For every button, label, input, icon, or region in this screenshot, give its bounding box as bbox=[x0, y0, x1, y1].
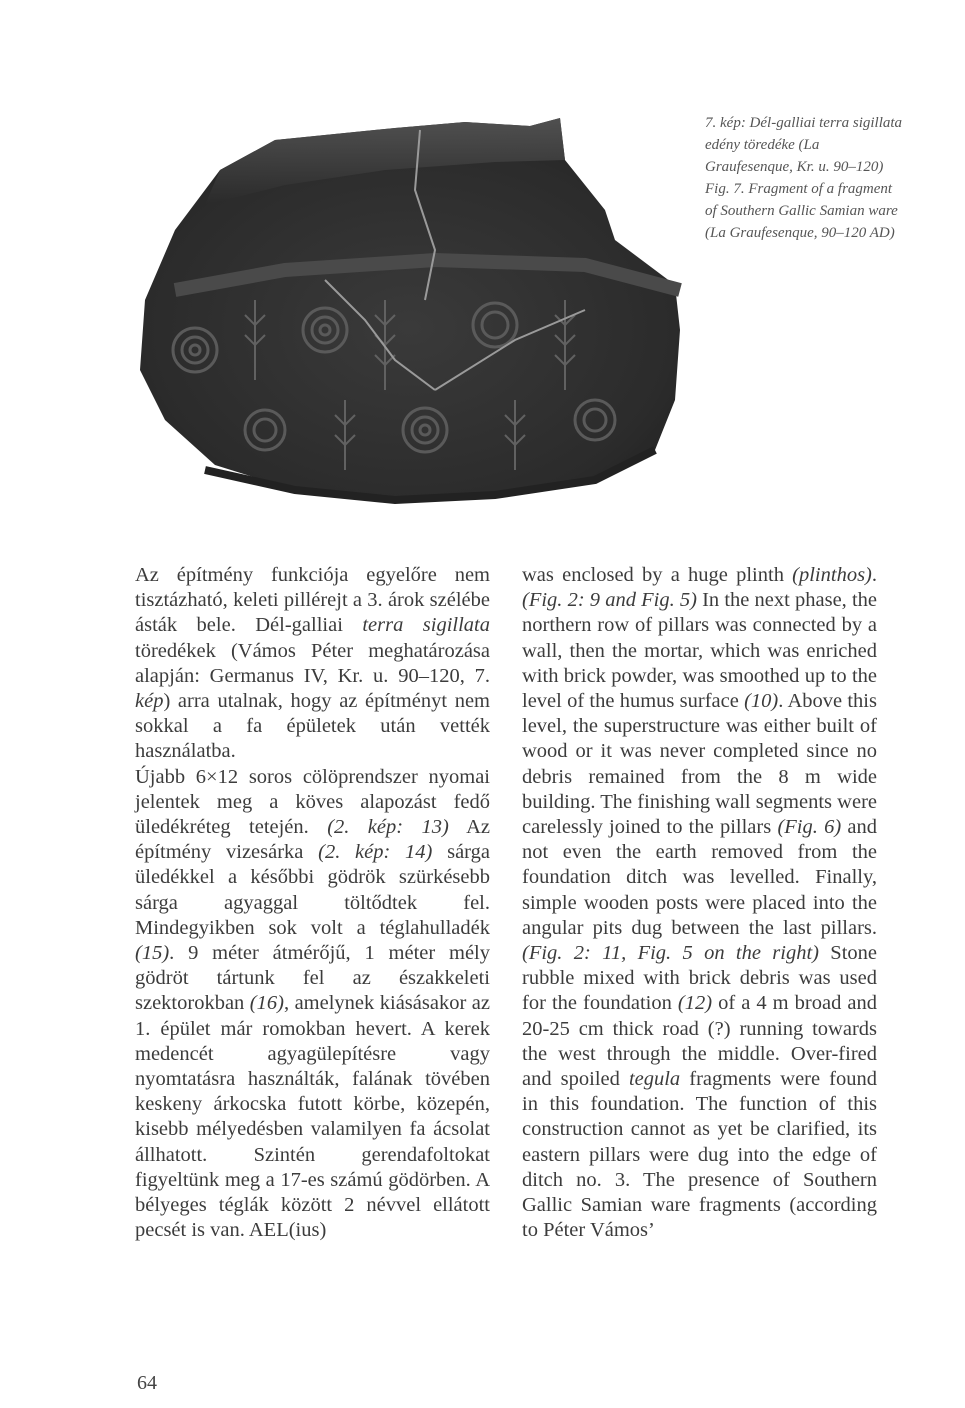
right-column bbox=[522, 563, 877, 1243]
page-number: 64 bbox=[137, 1372, 157, 1394]
terra-sigillata-fragment-photo bbox=[135, 100, 710, 520]
paragraph-english: was enclosed by a huge plinth (plinthos). (Fig. 2: 9 and Fig. 5) In the next phase, the northern row of pillars was connected by a wall, then the mortar, which was enriched with brick powder, was smoothed up to the level of the humus surface (10). Above this level, the superstructure was either built of wood or it was never completed since no debris remained from the 8 m wide building. The finishing wall segments were carelessly joined to the pillars (Fig. 6) and not even the earth removed from the foundation ditch was levelled. Finally, simple wooden posts were placed into the angular pits dug between the last pillars. (Fig. 2: 11, Fig. 5 on the right) Stone rubble mixed with brick debris was used for the foundation (12) of a 4 m broad and 20-25 cm thick road (?) running towards the west through the middle. Over-fired and spoiled tegula fragments were found in this foundation. The function of this construction cannot as yet be clarified, its eastern pillars were dug into the edge of ditch no. 3. The presence of Southern Gallic Samian ware fragments (according to Péter Vámos’ bbox=[522, 564, 877, 1242]
left-column bbox=[135, 563, 490, 1243]
paragraph-2: Újabb 6×12 soros cölöprendszer nyomai jelentek meg a köves alapozást fedő üledékréteg tetején. (2. kép: 13) Az építmény vizesárka (2. kép: 14) sárga üledékkel a későbbi gödrök szürkésebb sárga agyaggal töltődtek fel. Mindegyikben sok volt a téglahulladék (15). 9 méter átmérőjű, 1 méter mély gödröt tártunk fel az északkeleti szektorokban (16), amelynek kiásásakor az 1. épület már romokban hevert. A kerek medencét agyagülepítésre vagy nyomtatásra használták, falának tövében keskeny árkocska futott körbe, közepén, kisebb mélyedésben valamilyen fa ácsolat állhatott. Szintén gerendafoltokat figyeltünk meg a 17-es számú gödörben. A bélyeges téglák között 2 névvel ellátott pecsét is van. AEL(ius) bbox=[135, 765, 490, 1242]
paragraph-1: Az építmény funkciója egyelőre nem tisztázható, keleti pillérejt a 3. árok szélébe ásták bele. Dél-galliai terra sigillata töredékek (Vámos Péter meghatározása alapján: Germanus IV, Kr. u. 90–120, 7. kép) arra utalnak, hogy az építményt nem sokkal a fa épületek után vették használatba. bbox=[135, 564, 490, 763]
figure-caption bbox=[705, 112, 905, 244]
caption-english: Fig. 7. Fragment of a fragment of Southern Gallic Samian ware (La Graufesenque, 90–120 AD) bbox=[705, 181, 898, 241]
caption-hungarian: 7. kép: Dél-galliai terra sigillata edény töredéke (La Graufesenque, Kr. u. 90–120) bbox=[705, 115, 903, 175]
